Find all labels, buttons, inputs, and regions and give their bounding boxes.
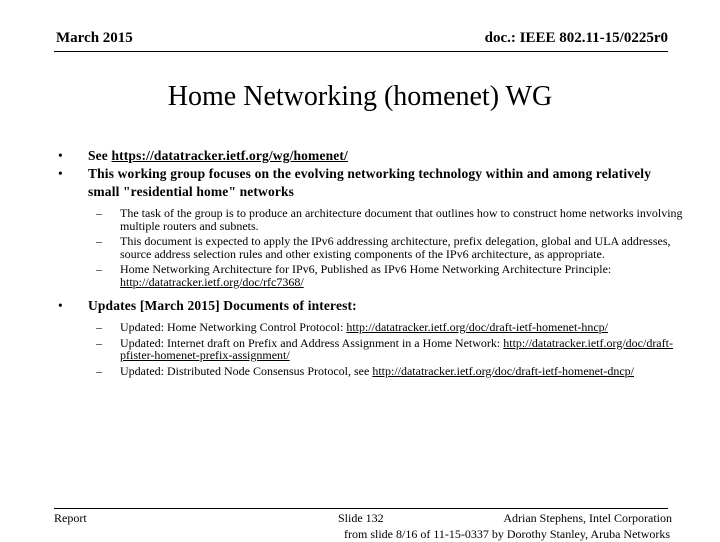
sub-bullet-ipv6 [56, 235, 686, 260]
bullet-mark: • [58, 298, 63, 313]
prefix-assignment-link[interactable]: http://datatracker.ietf.org/doc/draft-pfister-homenet-prefix-assignment/ [120, 335, 673, 362]
sub-bullet-text: This document is expected to apply the IPv6 addressing architecture, prefix delegation, global and ULA addresses, source address selection rules and other existing components of the IPv6 architecture, as appropriate. [120, 234, 671, 261]
rfc7368-link[interactable]: http://datatracker.ietf.org/doc/rfc7368/ [120, 274, 304, 289]
header-divider [54, 51, 668, 52]
update-text: Updated: Home Networking Control Protocol: [120, 320, 347, 334]
bullet-mark: • [58, 166, 63, 181]
bullet-description [56, 165, 686, 201]
update-text: Updated: Internet draft on Prefix and Address Assignment in a Home Network: [120, 335, 504, 350]
updates-list [56, 321, 686, 377]
slide-body [56, 147, 686, 380]
dash-mark: – [96, 335, 102, 350]
dash-mark: – [96, 234, 102, 248]
dash-mark: – [96, 206, 102, 220]
header-date: March 2015 [56, 30, 133, 46]
sub-bullet-architecture [56, 263, 686, 288]
sub-bullet-text: The task of the group is to produce an architecture document that outlines how to construct home networks involving multiple routers and subnets. [120, 206, 683, 233]
dash-mark: – [96, 363, 102, 378]
dash-mark: – [96, 320, 102, 334]
updates-heading: Updates [March 2015] Documents of interest: [88, 298, 357, 313]
update-hncp [56, 321, 686, 334]
footer-slide-number: Slide 132 [338, 511, 384, 525]
update-prefix-assignment [56, 337, 686, 362]
sub-bullet-list [56, 207, 686, 288]
sub-bullet-task [56, 207, 686, 232]
homenet-wg-link[interactable]: https://datatracker.ietf.org/wg/homenet/ [111, 148, 348, 163]
update-dncp [56, 365, 686, 378]
bullet-updates [56, 297, 686, 315]
slide-title: Home Networking (homenet) WG [167, 81, 553, 112]
footer-source: from slide 8/16 of 11-15-0337 by Dorothy Stanley, Aruba Networks [344, 527, 671, 541]
footer-author: Adrian Stephens, Intel Corporation [503, 511, 672, 525]
bullet-mark: • [58, 148, 63, 163]
bullet-see-link [56, 147, 686, 165]
dncp-link[interactable]: http://datatracker.ietf.org/doc/draft-ietf-homenet-dncp/ [372, 363, 634, 378]
header-doc-id: doc.: IEEE 802.11-15/0225r0 [484, 30, 668, 46]
footer-divider [54, 508, 668, 509]
dash-mark: – [96, 262, 102, 276]
footer-report: Report [54, 511, 87, 525]
update-text: Updated: Distributed Node Consensus Protocol, see [120, 363, 373, 378]
see-prefix: See [88, 148, 112, 163]
hncp-link[interactable]: http://datatracker.ietf.org/doc/draft-ietf-homenet-hncp/ [346, 320, 608, 334]
description-text: This working group focuses on the evolving networking technology within and among relatively small "residential home" networks [88, 166, 652, 199]
sub-bullet-text: Home Networking Architecture for IPv6, Published as IPv6 Home Networking Architecture Principle: [120, 262, 612, 276]
